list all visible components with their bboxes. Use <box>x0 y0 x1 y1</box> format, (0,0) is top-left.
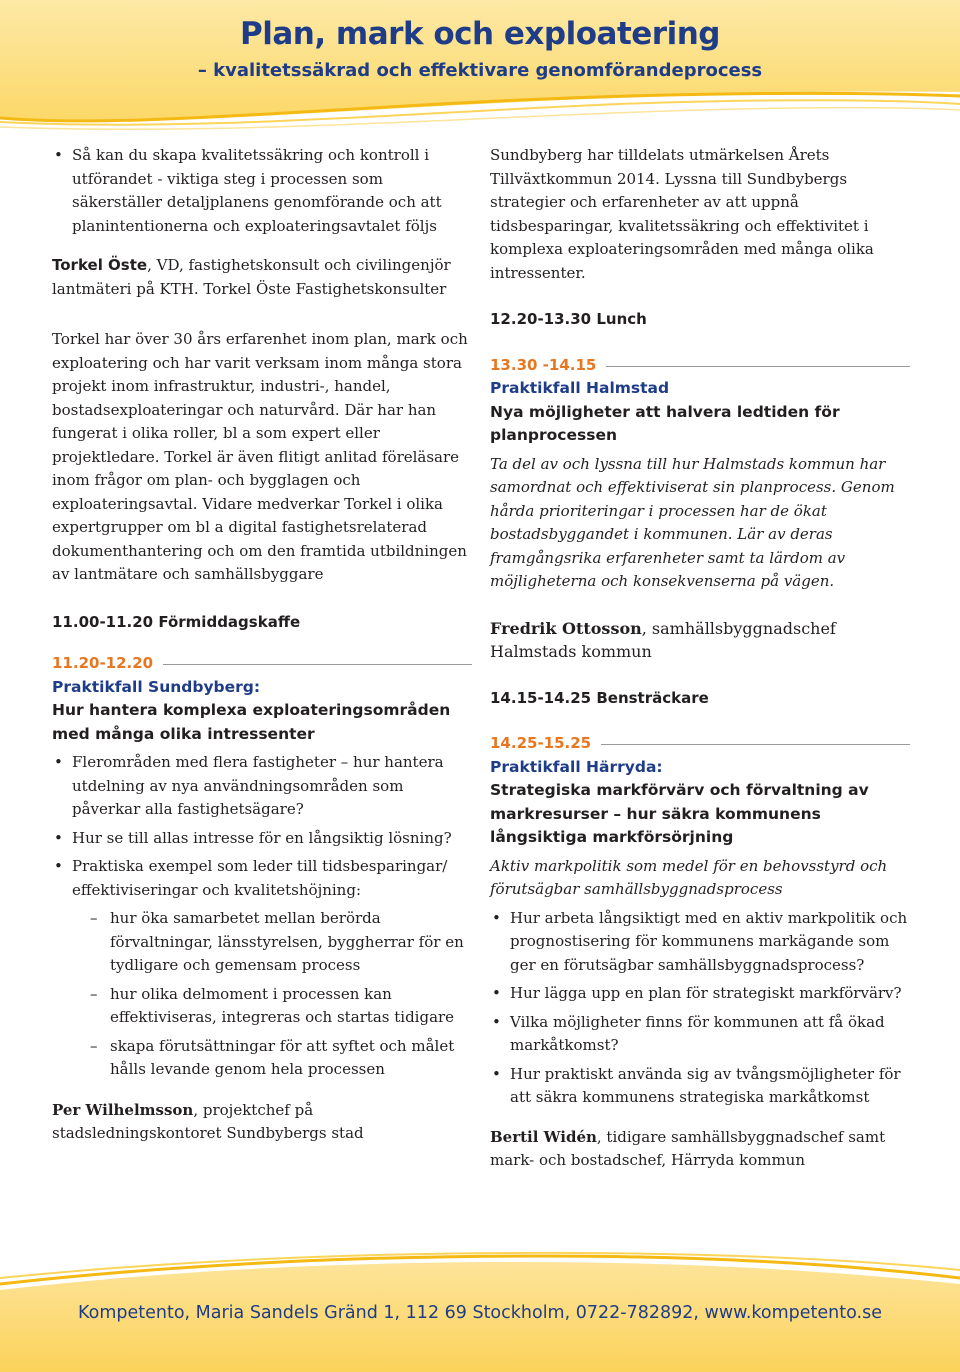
speaker-name: Torkel Öste <box>52 256 148 274</box>
session-time: 14.25-15.25 <box>490 734 592 752</box>
short-break: 14.15-14.25 Bensträckare <box>490 688 709 707</box>
session-heading: Hur hantera komplexa exploateringsområden med många olika intressenter <box>52 701 451 743</box>
coffee-break: 11.00-11.20 Förmiddagskaffe <box>52 612 301 631</box>
list-item <box>52 855 472 1082</box>
page-subtitle: – kvalitetssäkrad och effektivare genomförandeprocess <box>197 60 763 81</box>
list-item: • Så kan du skapa kvalitetssäkring och kontroll i utförandet - viktiga steg i processen som säkerställer detaljplanens genomförande och att planintentionerna och exploateringsavtalet följs <box>52 144 472 238</box>
divider <box>163 664 472 665</box>
divider <box>606 366 910 367</box>
sub-list-item: – hur olika delmoment i processen kan effektiviseras, integreras och startas tidigare <box>72 983 472 1030</box>
list-item: • Flerområden med flera fastigheter – hur hantera utdelning av nya användningsområden som påverkar alla fastighetsägare? <box>52 751 472 822</box>
session-label: Praktikfall Sundbyberg: <box>52 677 261 696</box>
session-label: Praktikfall Halmstad <box>490 379 670 397</box>
session-heading: Strategiska markförvärv och förvaltning av markresurser – hur säkra kommunens långsiktiga markförsörjning <box>490 781 869 846</box>
lunch-break: 12.20-13.30 Lunch <box>490 310 647 328</box>
list-item: • Hur arbeta långsiktigt med en aktiv markpolitik och prognostisering för kommunens markägande som ger en förutsägbar samhällsbyggnadsprocess? <box>490 907 910 978</box>
speaker-name: Per Wilhelmsson <box>52 1100 194 1119</box>
session-label: Praktikfall Härryda: <box>490 757 663 776</box>
speaker-description: , VD, fastighetskonsult och civilingenjör lantmäteri på KTH. Torkel Öste Fastighetskonsulter <box>52 256 451 298</box>
list-item: • Hur praktiskt använda sig av tvångsmöjligheter för att säkra kommunens strategiska markåtkomst <box>490 1063 910 1110</box>
list-item: • Hur lägga upp en plan för strategiskt markförvärv? <box>490 982 910 1006</box>
session-time: 11.20-12.20 <box>52 654 154 672</box>
session-description: Ta del av och lyssna till hur Halmstads kommun har samordnat och effektiviserat sin planprocess. Genom hårda prioriteringar i processen har de ökat bostadsbyggandet i kommunen. Lär av deras framgångsrika erfarenheter samt ta lärdom av möjligheterna och konsekvenserna på vägen. <box>490 454 895 590</box>
session-bullet-list <box>52 751 472 1082</box>
list-item: • Hur se till allas intresse för en långsiktig lösning? <box>52 827 472 851</box>
page-title: Plan, mark och exploatering <box>240 16 720 52</box>
sub-list-item: – hur öka samarbetet mellan berörda förvaltningar, länsstyrelsen, byggherrar för en tydligare och gemensam process <box>72 907 472 978</box>
speaker-info <box>490 617 910 664</box>
speaker-description: , samhällsbyggnadschef Halmstads kommun <box>490 618 836 661</box>
footer-contact: Kompetento, Maria Sandels Gränd 1, 112 69 Stockholm, 0722-782892, www.kompetento.se <box>78 1303 882 1323</box>
sub-bullet-list <box>72 907 472 1082</box>
left-column <box>52 144 472 1146</box>
speaker-info <box>52 254 472 301</box>
session-time-row <box>490 732 910 756</box>
sub-list-item: – skapa förutsättningar för att syftet och målet hålls levande genom hela processen <box>72 1035 472 1082</box>
speaker-bio: Torkel har över 30 års erfarenhet inom plan, mark och exploatering och har varit verksam inom många stora projekt inom infrastruktur, industri-, handel, bostadsexploateringar och naturvård. Där har han fungerat i olika roller, bl a som expert eller projektledare. Torkel är även flitigt anlitad föreläsare inom frågor om plan- och bygglagen och exploateringsavtal. Vidare medverkar Torkel i olika expertgrupper om bl a digital fastighetsrelaterad dokumenthantering och om den framtida utbildningen av lantmätare och samhällsbyggare <box>52 330 468 583</box>
speaker-description: , projektchef på stadsledningskontoret Sundbybergs stad <box>52 1100 364 1142</box>
intro-bullet-list <box>52 144 472 238</box>
session-time-row <box>52 652 472 676</box>
divider <box>601 744 910 745</box>
session-description: Aktiv markpolitik som medel för en behovsstyrd och förutsägbar samhällsbyggnadsprocess <box>490 856 888 898</box>
speaker-description: , tidigare samhällsbyggnadschef samt mark- och bostadschef, Härryda kommun <box>490 1127 886 1169</box>
session-time-row <box>490 354 910 378</box>
session-bullet-list <box>490 907 910 1110</box>
session-time: 13.30 -14.15 <box>490 355 597 374</box>
list-item-text: Praktiska exempel som leder till tidsbesparingar/ effektiviseringar och kvalitetshöjning: <box>72 857 448 899</box>
session-heading: Nya möjligheter att halvera ledtiden för planprocessen <box>490 402 840 444</box>
right-column <box>490 144 910 1173</box>
speaker-info <box>52 1099 472 1146</box>
speaker-name: Bertil Widén <box>490 1127 597 1146</box>
speaker-name: Fredrik Ottosson <box>490 618 642 638</box>
list-item: • Vilka möjligheter finns för kommunen att få ökad markåtkomst? <box>490 1011 910 1058</box>
speaker-info <box>490 1126 910 1173</box>
award-text: Sundbyberg har tilldelats utmärkelsen Årets Tillväxtkommun 2014. Lyssna till Sundbybergs strategier och erfarenheter av att uppnå tidsbesparingar, kvalitetssäkring och effektivitet i komplexa exploateringsområden med många olika intressenter. <box>490 146 874 282</box>
